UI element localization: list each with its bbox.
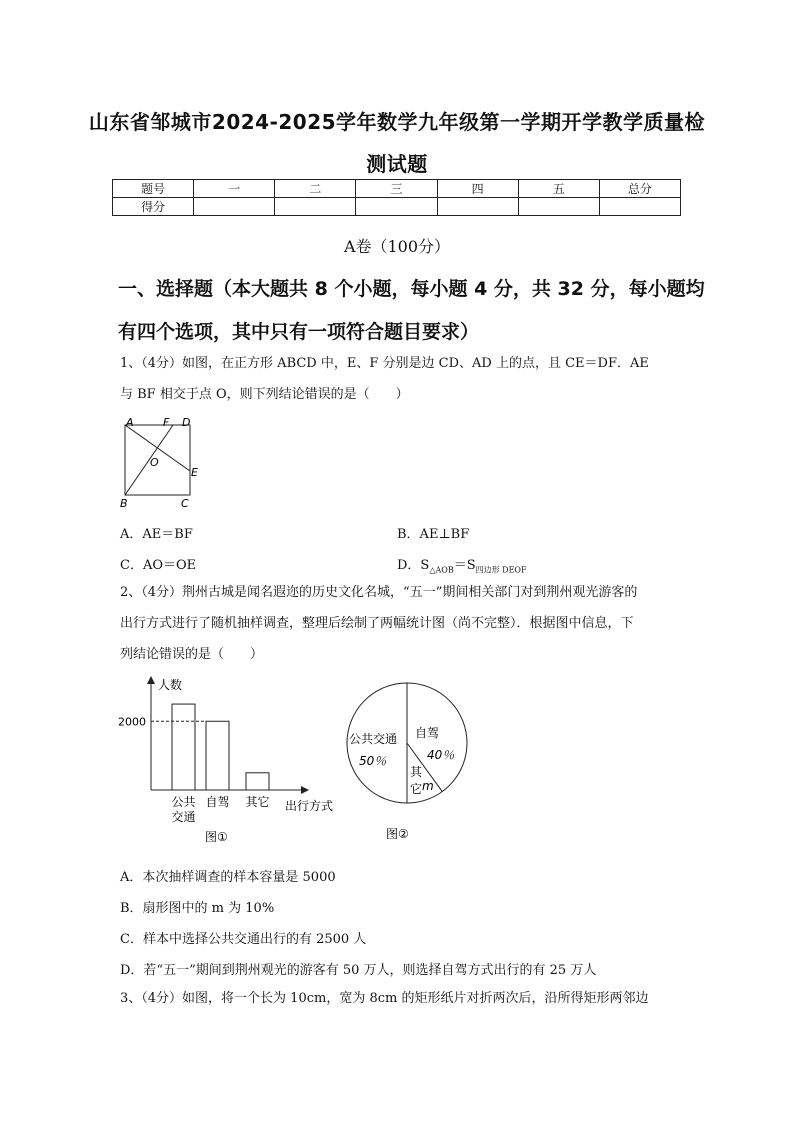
pie-chart bbox=[338, 680, 478, 845]
label-a: A bbox=[126, 416, 134, 429]
label-o: O bbox=[150, 456, 159, 469]
score-header-cell: 四 bbox=[437, 180, 518, 198]
pie-value-self-drive: 40％ bbox=[427, 748, 455, 762]
q2-option-d[interactable]: D．若“五一”期间到荆州观光的游客有 50 万人，则选择自驾方式出行的有 25 万人 bbox=[120, 963, 597, 978]
x-axis-arrow bbox=[301, 786, 309, 794]
score-cell[interactable] bbox=[275, 198, 356, 216]
question-2-text: 2、（4分）荆州古城是闻名遐迩的历史文化名城，“五一”期间相关部门对到荆州观光游客的 bbox=[120, 585, 638, 600]
score-header-cell: 三 bbox=[356, 180, 437, 198]
question-2-text-line2: 出行方式进行了随机抽样调查，整理后绘制了两幅统计图（尚不完整）．根据图中信息，下 bbox=[120, 616, 634, 631]
q1-option-c[interactable]: C．AO＝OE bbox=[120, 558, 197, 573]
chart-title-fig2: 图② bbox=[386, 827, 409, 841]
y-axis-label: 人数 bbox=[158, 678, 183, 692]
x-axis-label: 出行方式 bbox=[285, 799, 334, 813]
question-3-text: 3、（4分）如图，将一个长为 10cm，宽为 8cm 的矩形纸片对折两次后，沿所得矩形两邻边 bbox=[120, 991, 649, 1006]
x-tick-label: 其它 bbox=[245, 795, 270, 809]
pie-label-other-line2: 它 bbox=[410, 782, 423, 796]
q1-option-d-mid: ＝S bbox=[453, 558, 476, 573]
score-cell[interactable] bbox=[194, 198, 275, 216]
square-figure bbox=[115, 413, 210, 511]
label-d: D bbox=[182, 416, 191, 429]
score-header-cell: 一 bbox=[194, 180, 275, 198]
pie-label-public-transit: 公共交通 bbox=[349, 732, 398, 746]
bar-2 bbox=[246, 773, 269, 790]
section-heading: 一、选择题（本大题共 8 个小题，每小题 4 分，共 32 分，每小题均 bbox=[118, 278, 705, 300]
label-c: C bbox=[181, 497, 189, 510]
score-header-cell: 五 bbox=[518, 180, 599, 198]
score-header-cell: 题号 bbox=[113, 180, 194, 198]
score-header-cell: 二 bbox=[275, 180, 356, 198]
section-heading-line2: 有四个选项，其中只有一项符合题目要求） bbox=[118, 321, 480, 343]
q1-option-d-prefix: D．S bbox=[397, 558, 430, 573]
x-tick-label: 自驾 bbox=[205, 795, 230, 809]
pie-label-other: 其 bbox=[410, 765, 423, 779]
pie-value-other: m bbox=[422, 779, 434, 793]
x-tick-label: 公共 bbox=[171, 795, 196, 809]
page-title-line2: 测试题 bbox=[366, 152, 428, 176]
page-title: 山东省邹城市2024-2025学年数学九年级第一学期开学教学质量检 bbox=[88, 110, 706, 134]
score-cell[interactable] bbox=[518, 198, 599, 216]
x-tick-label: 交通 bbox=[171, 810, 196, 824]
pie-label-self-drive: 自驾 bbox=[415, 726, 440, 740]
q1-option-d-sub2: 四边形 DEOF bbox=[475, 565, 527, 575]
score-table bbox=[112, 179, 681, 216]
bar-chart bbox=[115, 672, 350, 847]
chart-title-fig1: 图① bbox=[205, 830, 228, 844]
q2-option-b[interactable]: B．扇形图中的 m 为 10% bbox=[120, 901, 275, 916]
question-1-text: 1、（4分）如图，在正方形 ABCD 中，E、F 分别是边 CD、AD 上的点，且 CE＝DF．AE bbox=[120, 356, 649, 371]
bar-0 bbox=[172, 704, 195, 790]
score-table-score-row bbox=[113, 198, 681, 216]
volume-heading: A卷（100分） bbox=[343, 237, 451, 256]
y-axis-arrow bbox=[147, 676, 155, 684]
segment-bf bbox=[125, 425, 173, 495]
question-2-text-line3: 列结论错误的是（ ） bbox=[120, 647, 264, 662]
q1-option-d-sub1: △AOB bbox=[429, 565, 454, 575]
label-f: F bbox=[163, 416, 170, 429]
q2-option-c[interactable]: C．样本中选择公共交通出行的有 2500 人 bbox=[120, 932, 367, 947]
q1-option-d[interactable] bbox=[397, 554, 527, 576]
score-cell[interactable] bbox=[599, 198, 680, 216]
q2-option-a[interactable]: A．本次抽样调查的样本容量是 5000 bbox=[120, 870, 336, 885]
score-header-cell: 总分 bbox=[599, 180, 680, 198]
y-tick-label: 2000 bbox=[118, 715, 146, 729]
q1-option-b[interactable]: B．AE⊥BF bbox=[397, 527, 470, 542]
pie-value-public-transit: 50％ bbox=[359, 754, 387, 768]
q1-option-a[interactable]: A．AE＝BF bbox=[120, 527, 193, 542]
score-row-label: 得分 bbox=[113, 198, 194, 216]
score-cell[interactable] bbox=[437, 198, 518, 216]
label-b: B bbox=[120, 497, 128, 510]
bar-1 bbox=[206, 721, 229, 790]
score-table-header-row bbox=[113, 180, 681, 198]
label-e: E bbox=[191, 466, 198, 479]
score-cell[interactable] bbox=[356, 198, 437, 216]
question-1-text-line2: 与 BF 相交于点 O，则下列结论错误的是（ ） bbox=[120, 387, 409, 402]
